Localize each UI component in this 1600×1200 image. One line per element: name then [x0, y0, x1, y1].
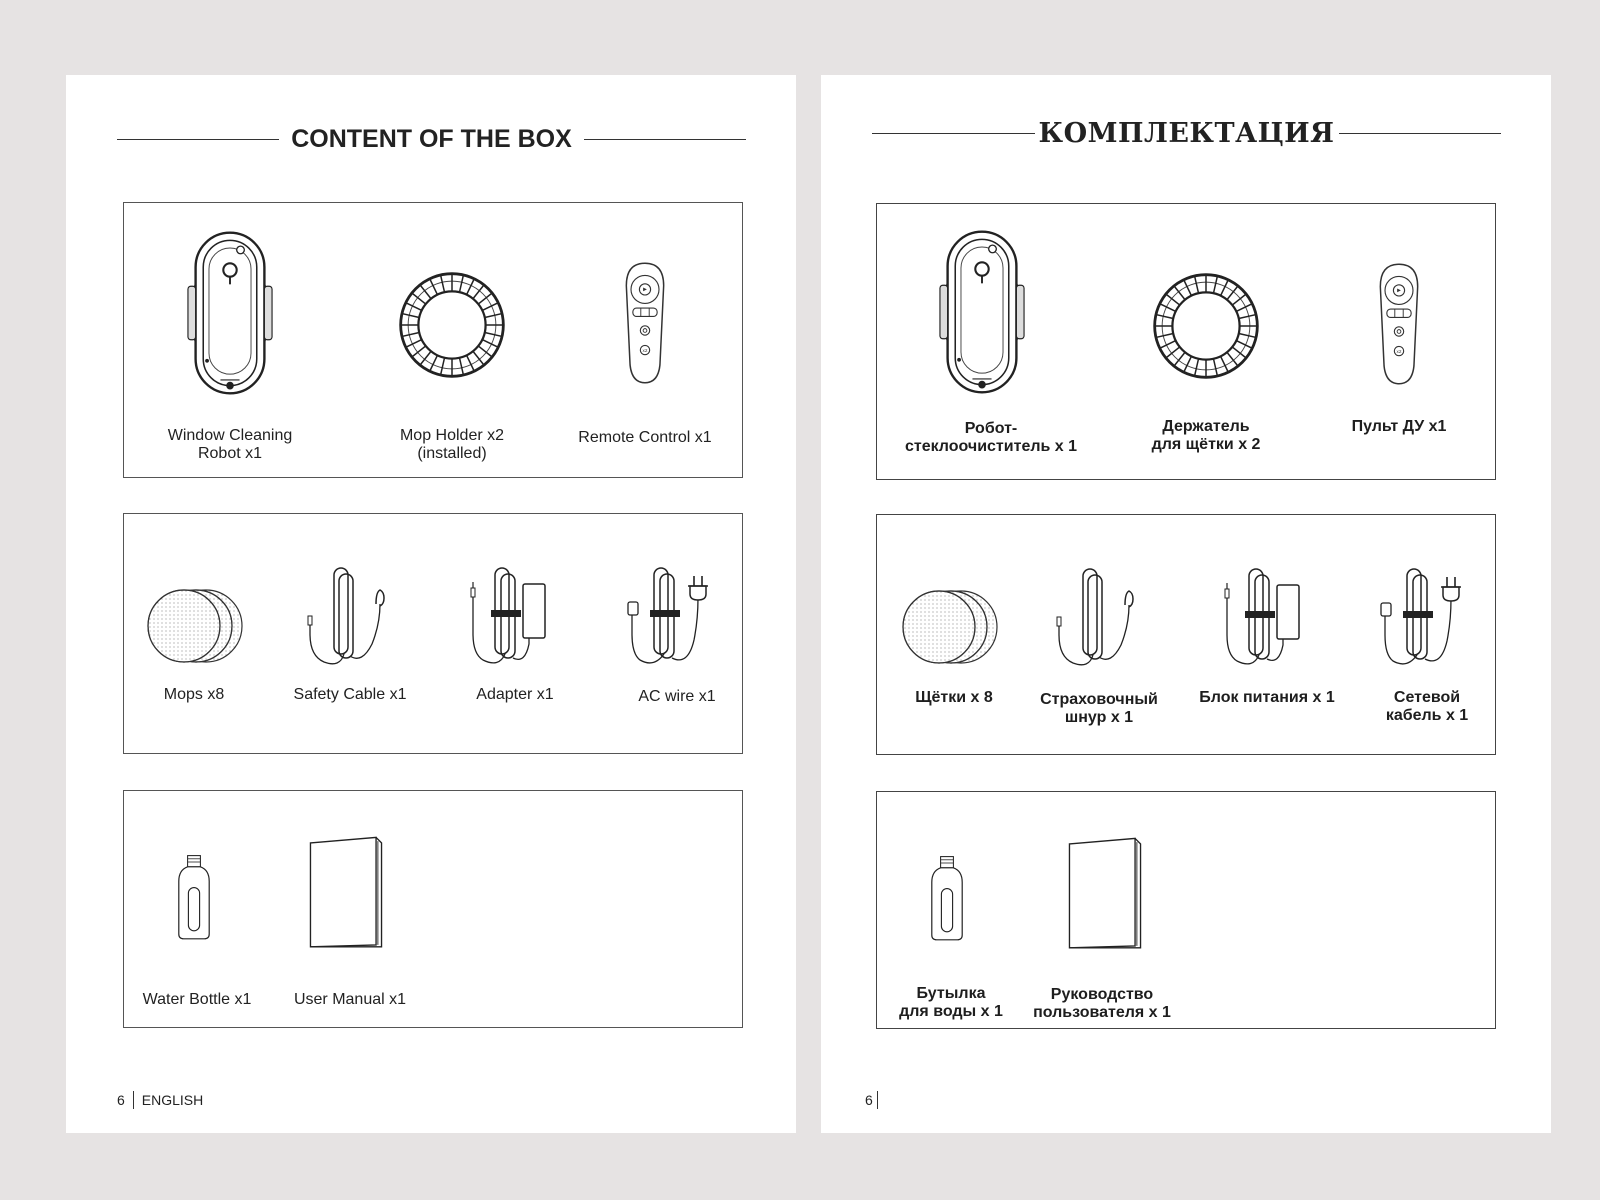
items-box-1: [123, 202, 743, 478]
page-english: [66, 75, 796, 1133]
robot-label: Window Cleaning Robot x1: [167, 427, 293, 462]
user-manual-icon: [305, 833, 387, 953]
robot-icon: [182, 227, 278, 399]
items-box-1: [876, 203, 1496, 480]
page-title: CONTENT OF THE BOX: [291, 125, 572, 153]
adapter-item: [430, 564, 600, 674]
user-manual-icon: [1064, 834, 1146, 954]
robot-icon: [934, 226, 1030, 398]
mops-item: [864, 582, 1034, 672]
items-box-2: [123, 513, 743, 754]
adapter-icon: [1219, 565, 1319, 675]
water-bottle-icon: [927, 852, 967, 946]
water-bottle-item: [862, 852, 1032, 946]
mops-icon: [899, 582, 999, 672]
remote-item: [560, 257, 730, 389]
safety-cable-item: [1014, 565, 1184, 675]
page-title: КОМПЛЕКТАЦИЯ: [1038, 118, 1335, 149]
section-heading: [117, 125, 746, 154]
adapter-item: [1184, 565, 1354, 675]
page-russian: [821, 75, 1551, 1133]
language-label: ENGLISH: [141, 1092, 204, 1108]
remote-item: [1314, 258, 1484, 390]
heading-rule-right: [584, 139, 746, 140]
safety-cable-label: Страховочный шнур х 1: [1040, 691, 1158, 726]
mop-holder-icon: [396, 269, 508, 381]
adapter-label: Блок питания х 1: [1199, 689, 1335, 706]
page-number: 6: [117, 1092, 125, 1108]
page-footer: [117, 1091, 203, 1109]
ac-wire-item: [1342, 565, 1512, 675]
mops-item: [109, 581, 279, 671]
remote-control-icon: [617, 257, 673, 389]
items-box-3: [876, 791, 1496, 1029]
ac-wire-label: Сетевой кабель х 1: [1385, 689, 1469, 724]
ac-wire-icon: [624, 564, 724, 674]
safety-cable-icon: [300, 564, 400, 674]
mops-label: Mops x8: [163, 686, 225, 703]
items-box-3: [123, 790, 743, 1028]
water-bottle-icon: [174, 851, 214, 945]
safety-cable-item: [265, 564, 435, 674]
items-box-2: [876, 514, 1496, 755]
water-bottle-label: Бутылка для воды х 1: [899, 985, 1003, 1020]
user-manual-label: Руководство пользователя х 1: [1033, 986, 1171, 1021]
mops-icon: [144, 581, 244, 671]
ac-wire-icon: [1377, 565, 1477, 675]
water-bottle-item: [109, 851, 279, 945]
adapter-icon: [465, 564, 565, 674]
robot-item: [897, 226, 1067, 398]
user-manual-item: [261, 833, 431, 953]
remote-control-icon: [1371, 258, 1427, 390]
ac-wire-label: AC wire x1: [638, 688, 716, 705]
remote-label: Remote Control x1: [578, 429, 712, 446]
mops-label: Щётки х 8: [915, 689, 993, 706]
footer-separator: [133, 1091, 134, 1109]
user-manual-label: User Manual x1: [293, 991, 407, 1008]
safety-cable-icon: [1049, 565, 1149, 675]
page-footer: [865, 1091, 886, 1109]
robot-item: [145, 227, 315, 399]
mop-holder-icon: [1150, 270, 1262, 382]
mop-holder-label: Mop Holder x2 (installed): [399, 427, 505, 462]
heading-rule-right: [1339, 133, 1502, 134]
user-manual-item: [1020, 834, 1190, 954]
heading-rule-left: [872, 133, 1035, 134]
mop-holder-item: [1121, 270, 1291, 382]
heading-rule-left: [117, 139, 279, 140]
footer-separator: [877, 1091, 878, 1109]
water-bottle-label: Water Bottle x1: [142, 991, 252, 1008]
page-number: 6: [865, 1092, 873, 1108]
mop-holder-item: [367, 269, 537, 381]
section-heading: [872, 118, 1501, 149]
robot-label: Робот- стеклоочиститель х 1: [904, 420, 1078, 455]
safety-cable-label: Safety Cable x1: [293, 686, 407, 703]
remote-label: Пульт ДУ х1: [1351, 418, 1447, 435]
adapter-label: Adapter x1: [476, 686, 554, 703]
mop-holder-label: Держатель для щётки х 2: [1151, 418, 1261, 453]
ac-wire-item: [589, 564, 759, 674]
